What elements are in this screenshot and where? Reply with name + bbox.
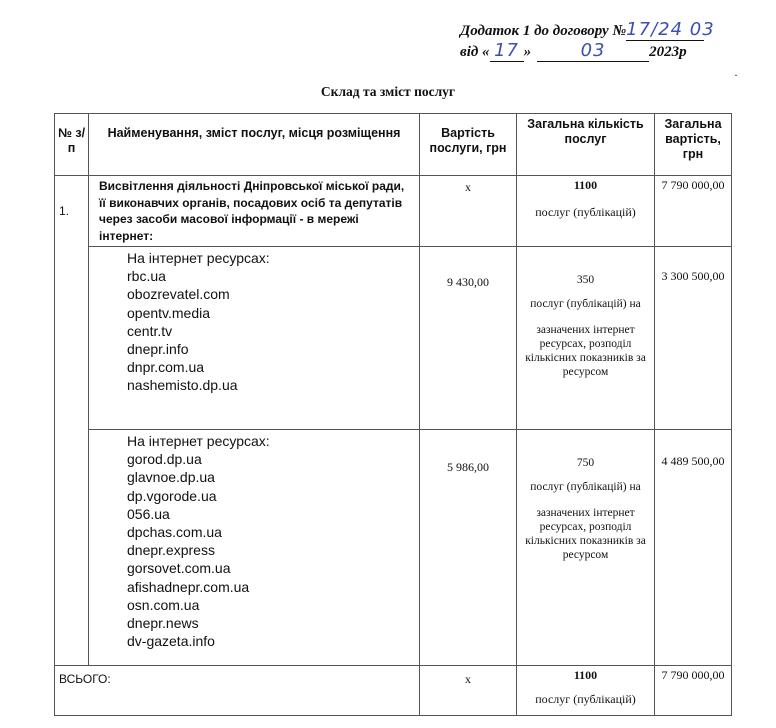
resource-site: dnpr.com.ua	[127, 359, 205, 376]
header-date-prefix: від «	[460, 44, 490, 60]
resource-site: gorsovet.com.ua	[127, 560, 231, 577]
header-contract-prefix: Додаток 1 до договору №	[460, 23, 627, 39]
group1-resources	[89, 247, 420, 430]
group2-heading: На інтернет ресурсах:	[127, 433, 270, 449]
header-date-mid: »	[523, 44, 532, 60]
resource-site: centr.tv	[127, 322, 173, 339]
group2-total: 4 489 500,00	[655, 430, 732, 666]
row1-qty: 1100	[573, 178, 598, 192]
row1-price: х	[420, 176, 517, 247]
total-qty-unit: послуг (публікацій)	[535, 692, 636, 706]
group1-site-list	[127, 267, 419, 394]
header-qty: Загальна кількість послуг	[517, 114, 655, 176]
resource-site: dnepr.news	[127, 615, 199, 632]
contract-day: 17	[490, 41, 524, 62]
services-table	[54, 113, 732, 716]
row1-qty-cell	[517, 176, 655, 247]
group2-qty-unit: послуг (публікацій) на	[530, 481, 641, 493]
resource-site: dv-gazeta.info	[127, 633, 215, 650]
resource-site: afishadnepr.com.ua	[127, 578, 250, 595]
table-row	[55, 176, 732, 247]
resource-site: rbc.ua	[127, 268, 166, 285]
row-number: 1.	[55, 176, 89, 666]
header-total: Загальна вартість, грн	[655, 114, 732, 176]
group1-price: 9 430,00	[420, 247, 517, 430]
resource-site: dnepr.info	[127, 341, 189, 358]
header-line-date	[460, 41, 740, 62]
resource-site: glavnoe.dp.ua	[127, 469, 215, 486]
table-row	[55, 247, 732, 430]
total-sum: 7 790 000,00	[655, 666, 732, 716]
resource-site: dp.vgorode.ua	[127, 487, 217, 504]
resource-site: 056.ua	[127, 505, 170, 522]
group2-qty-cell	[517, 430, 655, 666]
resource-site: nashemisto.dp.ua	[127, 377, 238, 394]
total-qty-cell	[517, 666, 655, 716]
header-num: № з/п	[55, 114, 89, 176]
group2-qty-note: зазначених інтернет ресурсах, розподіл кількісних показників за ресурсом	[525, 507, 646, 561]
resource-site: obozrevatel.com	[127, 286, 230, 303]
resource-site: gorod.dp.ua	[127, 451, 202, 468]
contract-month: 03	[537, 41, 649, 62]
row1-qty-unit: послуг (публікацій)	[535, 205, 636, 219]
header-line-contract	[460, 20, 740, 41]
header-name: Найменування, зміст послуг, місця розміщення	[89, 114, 420, 176]
total-label: ВСЬОГО:	[55, 666, 420, 716]
contract-year: 2023р	[649, 44, 687, 60]
group2-qty: 750	[576, 457, 595, 469]
total-price: х	[420, 666, 517, 716]
group2-resources	[89, 430, 420, 666]
table-total-row	[55, 666, 732, 716]
service-description: Висвітлення діяльності Дніпровської міської ради, її виконавчих органів, посадових осіб та депутатів через засоби масової інформації - в мережі інтернет:	[89, 176, 420, 247]
table-row	[55, 430, 732, 666]
appendix-header	[460, 20, 740, 62]
resource-site: opentv.media	[127, 304, 211, 321]
group1-qty-cell	[517, 247, 655, 430]
group1-qty-unit: послуг (публікацій) на	[530, 298, 641, 310]
resource-site: dpchas.com.ua	[127, 524, 222, 541]
group2-price: 5 986,00	[420, 430, 517, 666]
group1-qty: 350	[576, 274, 595, 286]
stray-mark: ·	[734, 68, 738, 82]
resource-site: osn.com.ua	[127, 596, 200, 613]
total-qty: 1100	[573, 668, 598, 682]
page-title: Склад та зміст послуг	[320, 84, 456, 99]
group1-total: 3 300 500,00	[655, 247, 732, 430]
header-price: Вартість послуги, грн	[420, 114, 517, 176]
table-header-row	[55, 114, 732, 176]
row1-total: 7 790 000,00	[655, 176, 732, 247]
group1-qty-note: зазначених інтернет ресурсах, розподіл кількісних показників за ресурсом	[525, 324, 646, 378]
group1-heading: На інтернет ресурсах:	[127, 250, 270, 266]
contract-number: 17/24 03	[626, 19, 715, 40]
group2-site-list	[127, 450, 419, 650]
resource-site: dnepr.express	[127, 542, 215, 559]
